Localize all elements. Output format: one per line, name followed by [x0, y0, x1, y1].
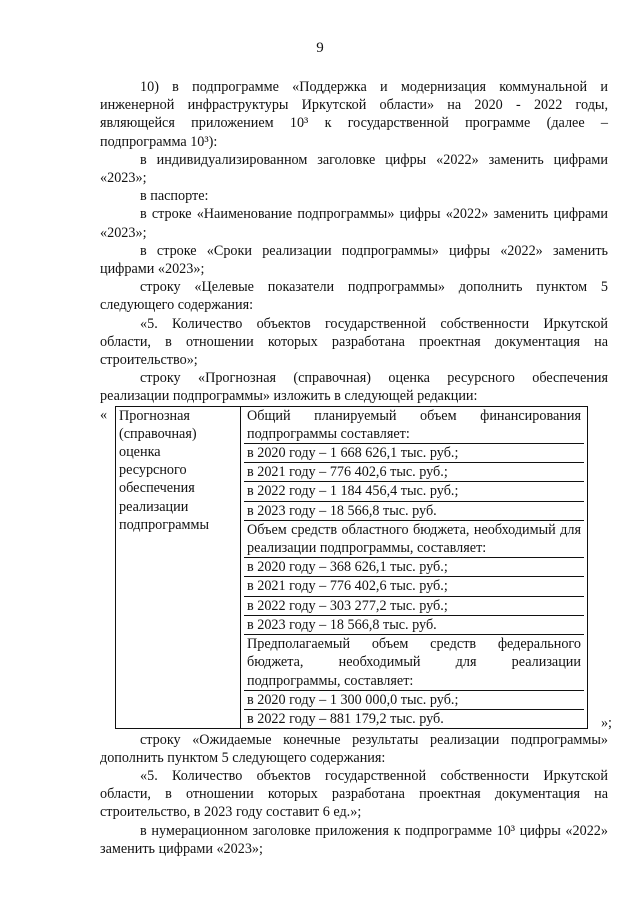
value-line: в 2022 году – 303 277,2 тыс. руб.; — [244, 597, 584, 616]
table-cell-values — [241, 406, 588, 728]
value-line: в 2020 году – 1 668 626,1 тыс. руб.; — [244, 444, 584, 463]
paragraph-resource-row: строку «Прогнозная (справочная) оценка ресурсного обеспечения реализации подпрограммы» изложить в следующей редакции: — [100, 370, 608, 405]
label-line: (справочная) — [119, 425, 197, 442]
paragraph-target-item-5: «5. Количество объектов государственной собственности Иркутской области, в отношении которых разработана проектная документация на строительство»; — [100, 315, 608, 369]
value-line-regional-heading: Объем средств областного бюджета, необходимый для реализации подпрограммы, составляет: — [244, 521, 584, 558]
label-line: оценка — [119, 444, 161, 461]
value-line: в 2023 году – 18 566,8 тыс. руб. — [244, 502, 584, 521]
paragraph-title-change: в индивидуализированном заголовке цифры «2022» заменить цифрами «2023»; — [100, 151, 608, 187]
label-line: ресурсного — [119, 462, 187, 479]
paragraph-subprogram-intro: 10) в подпрограмме «Поддержка и модернизация коммунальной и инженерной инфраструктуры Иркутской области» на 2020 - 2022 годы, являющейся приложением 10³ к государственной программе (далее – подпрограмма 10³): — [100, 79, 608, 150]
value-line: в 2021 году – 776 402,6 тыс. руб.; — [244, 577, 584, 596]
table-cell-label — [116, 406, 241, 728]
value-line: в 2023 году – 18 566,8 тыс. руб. — [244, 616, 584, 635]
paragraph-targets-row: строку «Целевые показатели подпрограммы» дополнить пунктом 5 следующего содержания: — [100, 279, 608, 314]
label-line: Прогнозная — [119, 407, 190, 424]
value-line: в 2022 году – 881 179,2 тыс. руб. — [247, 710, 444, 727]
paragraph-appendix-heading: в нумерационном заголовке приложения к подпрограмме 10³ цифры «2022» заменить цифрами «2023»; — [100, 822, 608, 857]
document-body — [100, 78, 612, 858]
value-line-federal-heading: Предполагаемый объем средств федерального бюджета, необходимый для реализации подпрограммы, составляет: — [244, 635, 584, 691]
paragraph-name-row: в строке «Наименование подпрограммы» цифры «2022» заменить цифрами «2023»; — [100, 206, 608, 241]
label-line: подпрограммы — [119, 516, 209, 533]
label-line: реализации — [119, 498, 189, 515]
paragraph-passport: в паспорте: — [140, 188, 209, 205]
value-line: в 2020 году – 368 626,1 тыс. руб.; — [244, 558, 584, 577]
value-line: в 2021 году – 776 402,6 тыс. руб.; — [244, 463, 584, 482]
value-line: в 2022 году – 1 184 456,4 тыс. руб.; — [244, 482, 584, 501]
table-row — [116, 406, 588, 728]
passport-table — [115, 406, 588, 729]
passport-table-block — [100, 406, 612, 732]
paragraph-results-row: строку «Ожидаемые конечные результаты реализации подпрограммы» дополнить пунктом 5 следующего содержания: — [100, 731, 608, 766]
table-close-quote: »; — [600, 715, 612, 732]
table-open-quote: « — [100, 406, 108, 423]
value-line-total-heading: Общий планируемый объем финансирования подпрограммы составляет: — [244, 407, 584, 444]
page-number: 9 — [316, 40, 324, 56]
paragraph-result-item-5: «5. Количество объектов государственной собственности Иркутской области, в отношении которых разработана проектная документация на строительство, в 2023 году составит 6 ед.»; — [100, 768, 608, 821]
value-line: в 2020 году – 1 300 000,0 тыс. руб.; — [244, 691, 584, 710]
label-line: обеспечения — [119, 480, 195, 497]
paragraph-terms-row: в строке «Сроки реализации подпрограммы» цифры «2022» заменить цифрами «2023»; — [100, 242, 608, 278]
